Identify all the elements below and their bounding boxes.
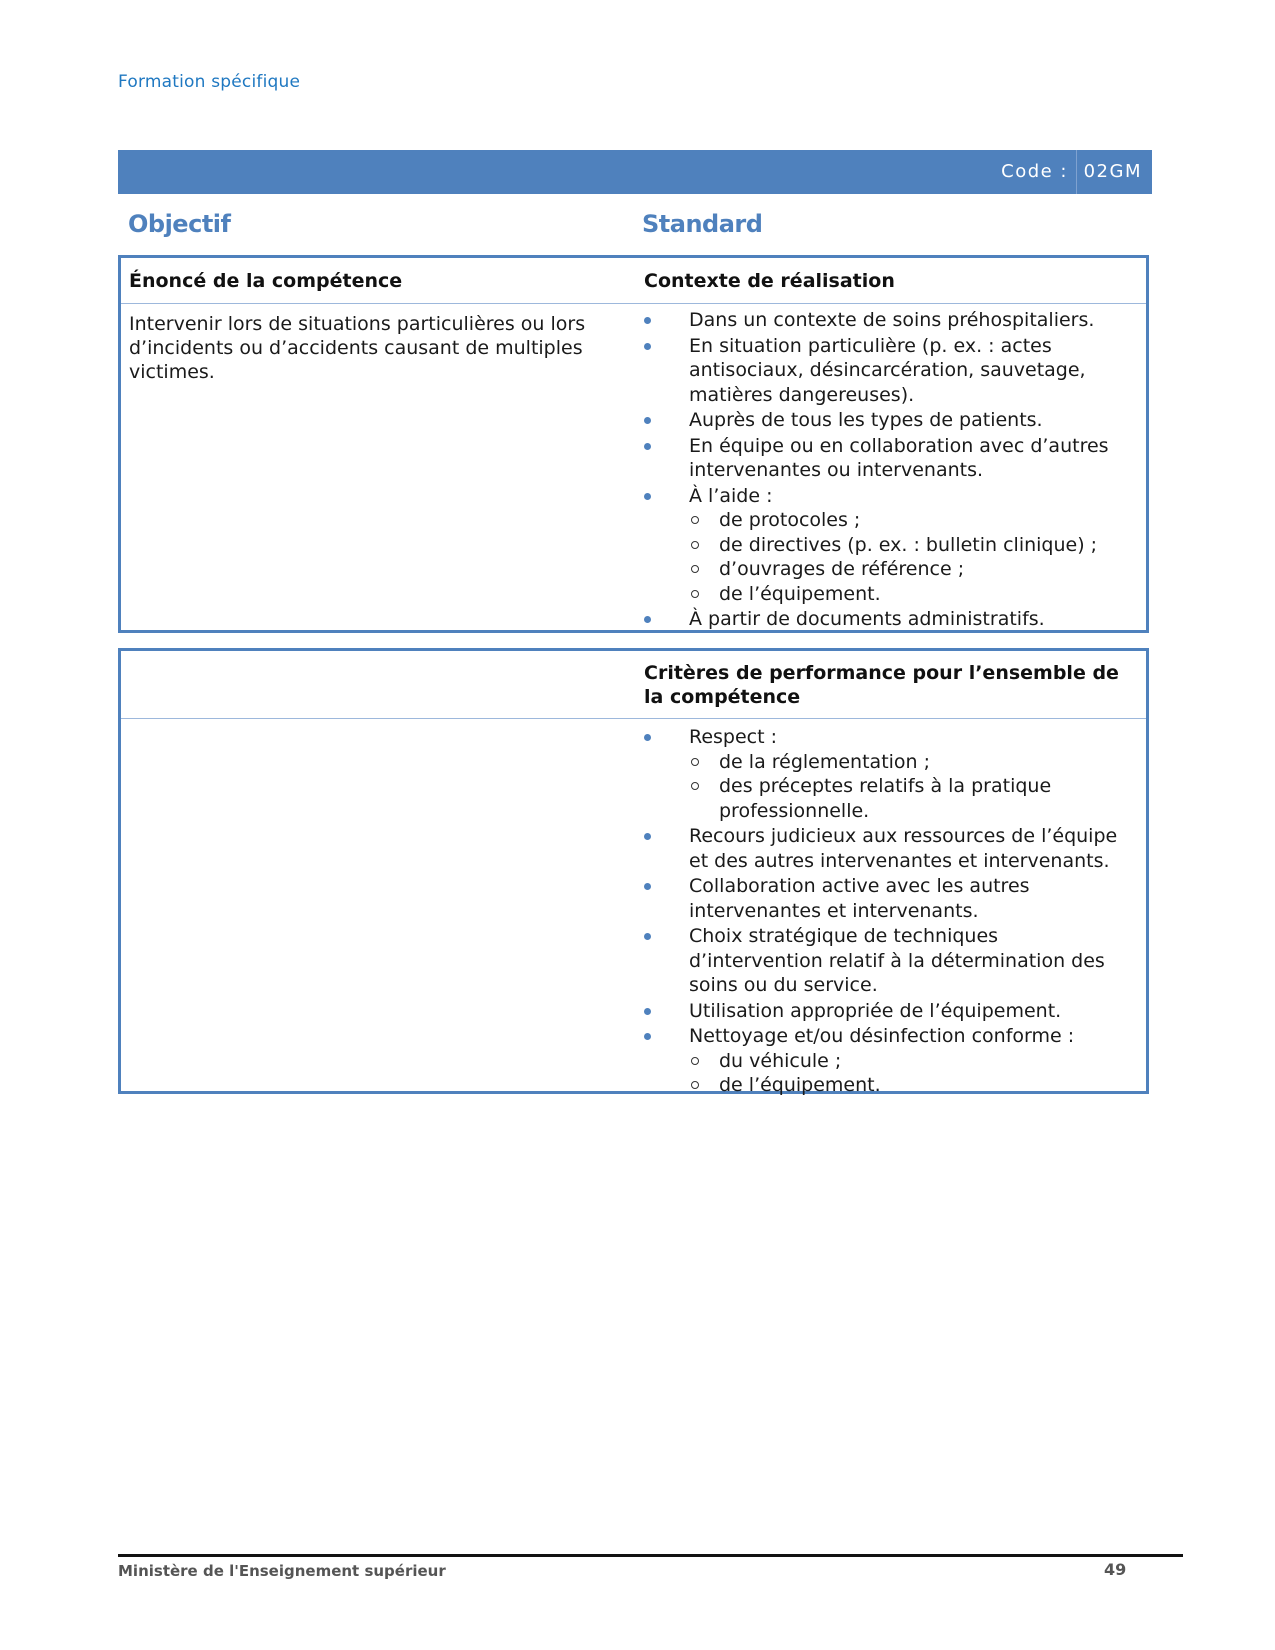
- page-number: 49: [1104, 1560, 1127, 1579]
- bullet-icon: [644, 317, 651, 324]
- criteres-header: Critères de performance pour l’ensemble de la compétence: [644, 662, 1119, 708]
- bullet-icon: [644, 493, 651, 500]
- bullet-icon: [644, 1033, 651, 1040]
- sub-list-item: d’ouvrages de référence ;: [689, 557, 1134, 582]
- sub-list-item: des préceptes relatifs à la pratique professionnelle.: [689, 774, 1134, 823]
- code-value: 02GM: [1083, 161, 1142, 182]
- standard-title: Standard: [642, 210, 763, 238]
- criteres-table: [118, 648, 1149, 1094]
- list-item: En équipe ou en collaboration avec d’autres intervenantes ou intervenants.: [644, 434, 1134, 483]
- circle-bullet-icon: [691, 758, 699, 766]
- sub-list: [689, 1049, 1134, 1098]
- header-divider: [121, 718, 1146, 719]
- bullet-icon: [644, 1008, 651, 1015]
- circle-bullet-icon: [691, 565, 699, 573]
- circle-bullet-icon: [691, 1081, 699, 1089]
- contexte-list: [644, 308, 1134, 633]
- list-item: En situation particulière (p. ex. : actes antisociaux, désincarcération, sauvetage, matières dangereuses).: [644, 334, 1134, 408]
- list-item: Recours judicieux aux ressources de l’équipe et des autres intervenantes et intervenants.: [644, 824, 1134, 873]
- list-item: Utilisation appropriée de l’équipement.: [644, 999, 1134, 1024]
- bullet-icon: [644, 417, 651, 424]
- header-divider: [121, 303, 1146, 304]
- sub-list: [689, 750, 1134, 824]
- circle-bullet-icon: [691, 541, 699, 549]
- bullet-icon: [644, 343, 651, 350]
- list-item: À l’aide : de protocoles ; de directives (p. ex. : bulletin clinique) ; d’ouvrages de référence ; de l’équipement.: [644, 484, 1134, 607]
- sub-list-item: de l’équipement.: [689, 1073, 1134, 1098]
- list-item: Collaboration active avec les autres intervenantes et intervenants.: [644, 874, 1134, 923]
- contexte-header: Contexte de réalisation: [644, 270, 895, 292]
- enonce-text: Intervenir lors de situations particulières ou lors d’incidents ou d’accidents causant de multiples victimes.: [129, 313, 586, 383]
- competence-table: [118, 255, 1149, 633]
- bullet-icon: [644, 616, 651, 623]
- list-item: Choix stratégique de techniques d’intervention relatif à la détermination des soins ou du service.: [644, 924, 1134, 998]
- list-item: Dans un contexte de soins préhospitaliers.: [644, 308, 1134, 333]
- footer-ministry: Ministère de l'Enseignement supérieur: [118, 1562, 446, 1580]
- sub-list-item: du véhicule ;: [689, 1049, 1134, 1074]
- sub-list-item: de directives (p. ex. : bulletin clinique) ;: [689, 533, 1134, 558]
- code-bar: [118, 150, 1152, 194]
- list-item: Auprès de tous les types de patients.: [644, 408, 1134, 433]
- bullet-icon: [644, 734, 651, 741]
- bullet-icon: [644, 883, 651, 890]
- code-label: Code :: [1001, 161, 1068, 182]
- objectif-title: Objectif: [128, 210, 231, 238]
- circle-bullet-icon: [691, 590, 699, 598]
- criteres-list: [644, 725, 1134, 1099]
- list-item: À partir de documents administratifs.: [644, 607, 1134, 632]
- code-separator: [1076, 150, 1077, 194]
- list-item: Respect : de la réglementation ; des préceptes relatifs à la pratique professionnelle.: [644, 725, 1134, 823]
- footer-rule: [118, 1554, 1183, 1557]
- circle-bullet-icon: [691, 1057, 699, 1065]
- sub-list-item: de la réglementation ;: [689, 750, 1134, 775]
- circle-bullet-icon: [691, 782, 699, 790]
- sub-list-item: de protocoles ;: [689, 508, 1134, 533]
- section-label: Formation spécifique: [118, 72, 301, 92]
- enonce-header: Énoncé de la compétence: [129, 270, 403, 292]
- bullet-icon: [644, 933, 651, 940]
- bullet-icon: [644, 833, 651, 840]
- circle-bullet-icon: [691, 516, 699, 524]
- sub-list-item: de l’équipement.: [689, 582, 1134, 607]
- bullet-icon: [644, 443, 651, 450]
- list-item: Nettoyage et/ou désinfection conforme : du véhicule ; de l’équipement.: [644, 1024, 1134, 1098]
- sub-list: [689, 508, 1134, 606]
